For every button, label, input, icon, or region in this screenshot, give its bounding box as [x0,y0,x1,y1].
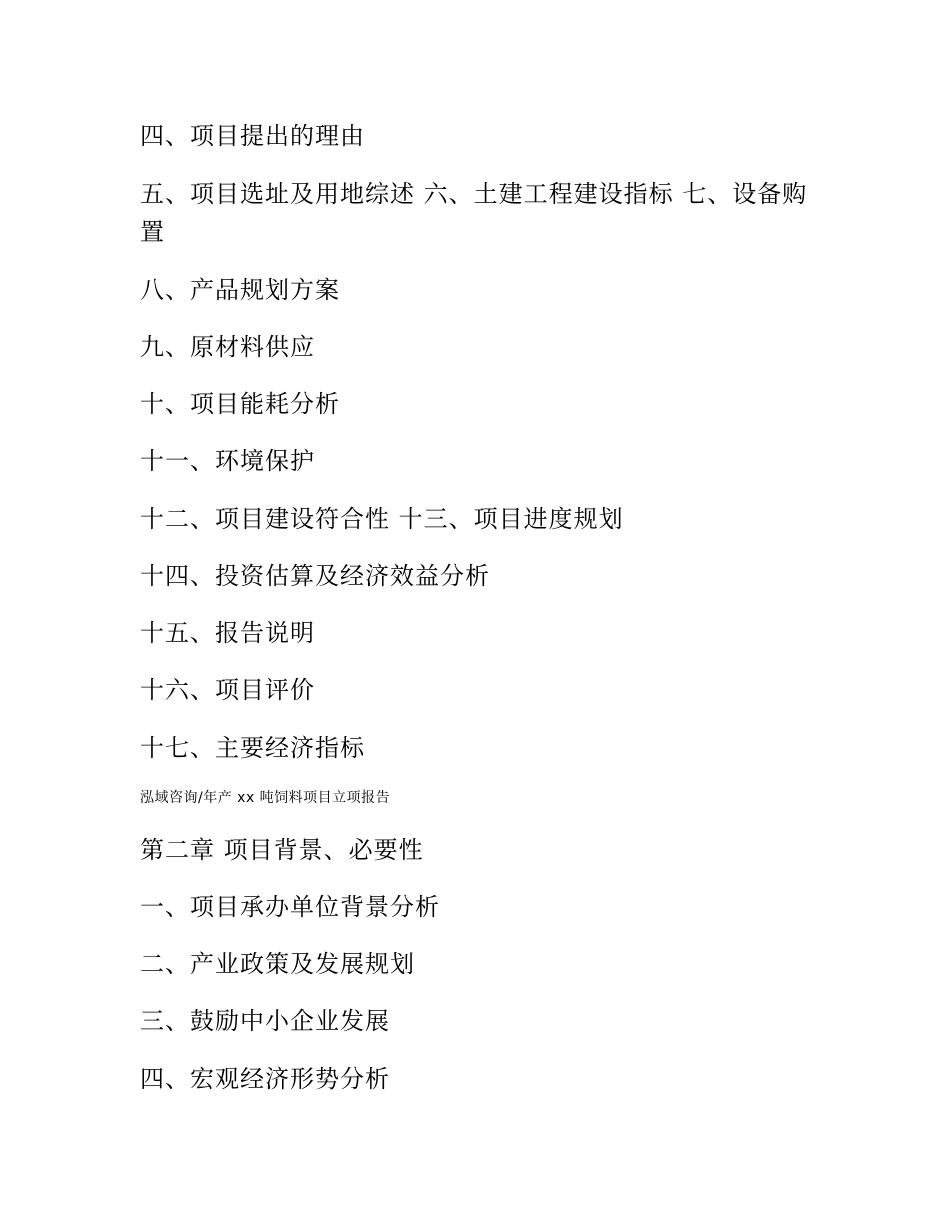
toc-item: 十、项目能耗分析 [140,390,340,418]
toc-item: 十二、项目建设符合性 十三、项目进度规划 [140,505,624,533]
toc-item: 十五、报告说明 [140,619,315,647]
chapter-heading: 第二章 项目背景、必要性 [140,836,424,864]
running-header: 泓域咨询/年产 xx 吨饲料项目立项报告 [140,790,391,806]
toc-item: 一、项目承办单位背景分析 [140,893,440,921]
toc-item: 四、宏观经济形势分析 [140,1065,390,1093]
toc-item: 四、项目提出的理由 [140,122,365,150]
toc-item: 二、产业政策及发展规划 [140,950,415,978]
toc-item: 五、项目选址及用地综述 六、土建工程建设指标 七、设备购置 [140,180,808,246]
toc-item: 十六、项目评价 [140,676,315,704]
toc-item: 十四、投资估算及经济效益分析 [140,562,490,590]
toc-item: 八、产品规划方案 [140,276,340,304]
toc-item: 十一、环境保护 [140,447,315,475]
toc-item: 九、原材料供应 [140,333,315,361]
toc-item: 三、鼓励中小企业发展 [140,1007,390,1035]
toc-item: 十七、主要经济指标 [140,734,365,762]
